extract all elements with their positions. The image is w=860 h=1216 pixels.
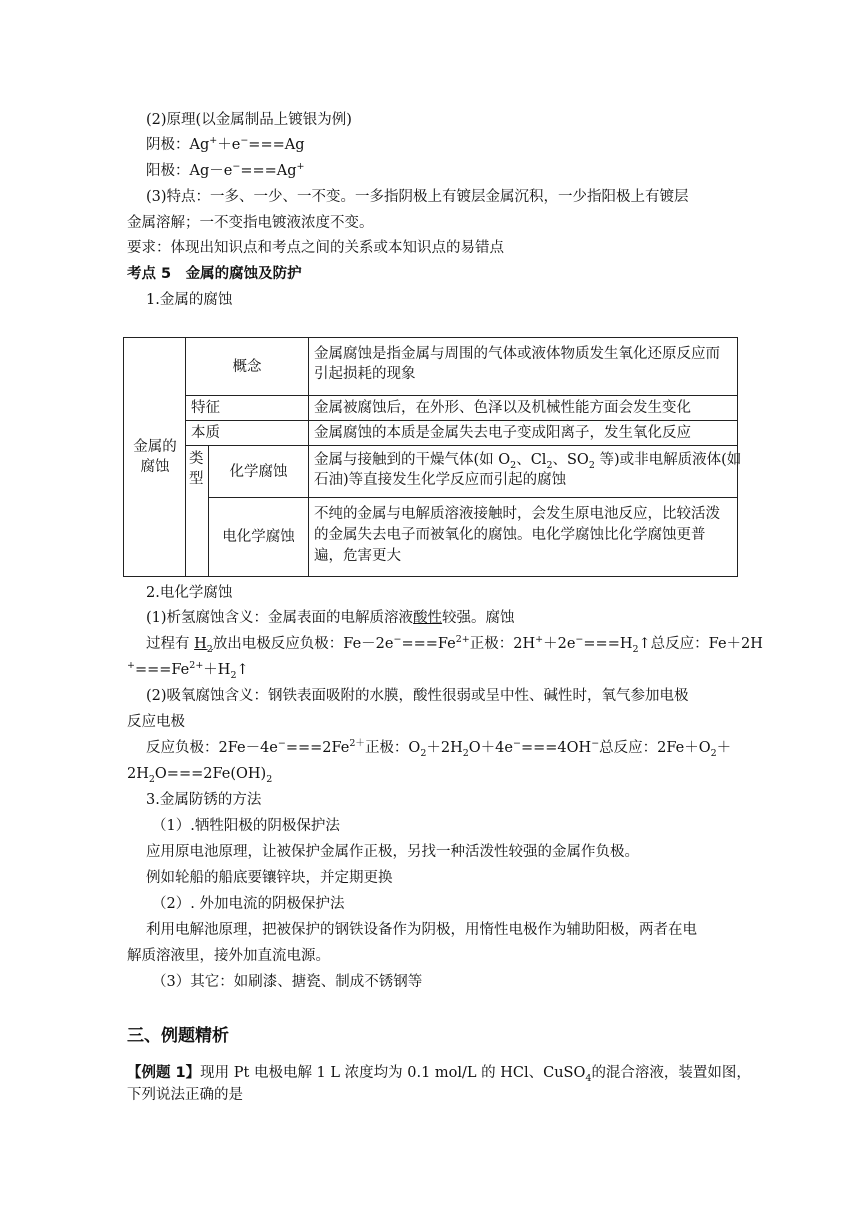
electrochem-subheading: 2.电化学腐蚀 <box>146 585 233 601</box>
row-label-concept: 概念 <box>232 358 262 375</box>
corrosion-subheading: 1.金属的腐蚀 <box>146 292 233 308</box>
row-content-feature: 金属被腐蚀后，在外形、色泽以及机械性能方面会发生变化 <box>314 400 691 416</box>
impressed-current-text-2: 解质溶液里，接外加直流电源。 <box>127 948 330 964</box>
chem-corrosion-content: 金属与接触到的干燥气体(如 $O_2$、$Cl_2$、$SO_2$ 等)或非电解质液体(如 石油)等直接发生化学反应而引起的腐蚀 <box>314 452 742 488</box>
hydrogen-evolution-line-1: (1)析氢腐蚀含义：金属表面的电解质溶液酸性较强。腐蚀 <box>146 610 515 626</box>
examples-section-heading: 三、例题精析 <box>127 1026 229 1046</box>
oxygen-absorption-line-3: 反应负极：$2Fe-4e^-===2Fe^{2+}$正极：$O_2+2H_2O+4e^-===4OH^-$总反应：$2Fe+O_2+$ <box>146 738 732 759</box>
row-content-essence: 金属腐蚀的本质是金属失去电子变成阳离子，发生氧化反应 <box>314 425 691 441</box>
electro-corrosion-label: 电化学腐蚀 <box>222 529 295 545</box>
row-content-concept: 金属腐蚀是指金属与周围的气体或液体物质发生氧化还原反应而引起损耗的现象 <box>314 346 720 382</box>
hydrogen-evolution-line-3: $^+===Fe^{2+}+H_2↑$ <box>127 660 249 681</box>
oxygen-absorption-line-4: $2H_2O===2Fe(OH)_2$ <box>127 766 273 785</box>
requirement-line: 要求：体现出知识点和考点之间的关系或本知识点的易错点 <box>127 240 504 256</box>
example-1-line-2: 下列说法正确的是 <box>127 1087 243 1103</box>
table-root-label: 金属的腐蚀 <box>133 439 177 475</box>
row-label-essence: 本质 <box>191 425 220 441</box>
features-line-1: (3)特点：一多、一少、一不变。一多指阴极上有镀层金属沉积，一少指阳极上有镀层 <box>146 189 689 205</box>
sacrificial-anode-text: 应用原电池原理，让被保护金属作正极，另找一种活泼性较强的金属作负极。 <box>146 844 639 860</box>
impressed-current-heading: （2）. 外加电流的阴极保护法 <box>152 896 345 912</box>
impressed-current-text-1: 利用电解池原理，把被保护的钢铁设备作为阴极，用惰性电极作为辅助阳极，两者在电 <box>146 922 697 938</box>
sacrificial-anode-example: 例如轮船的船底要镶锌块，并定期更换 <box>146 870 393 886</box>
type-label: 类型 <box>189 451 204 487</box>
chem-corrosion-label: 化学腐蚀 <box>229 463 288 480</box>
oxygen-absorption-line-1: (2)吸氧腐蚀含义：钢铁表面吸附的水膜，酸性很弱或呈中性、碱性时，氧气参加电极 <box>146 688 689 704</box>
oxygen-absorption-line-2: 反应电极 <box>127 714 185 730</box>
hydrogen-evolution-line-2: 过程有 $H_2$放出电极反应负极：$Fe-2e^-===Fe^{2+}$正极：$2H^++2e^-===H_2↑$总反应：Fe＋2H <box>146 634 763 655</box>
row-label-feature: 特征 <box>191 400 220 416</box>
example-1-line-1: 【例题 1】现用 Pt 电极电解 1 L 浓度均为 0.1 mol/L 的 HCl、CuSO$_4$的混合溶液，装置如图， <box>127 1065 751 1084</box>
rust-prevention-subheading: 3.金属防锈的方法 <box>146 792 262 808</box>
principle-line: (2)原理(以金属制品上镀银为例) <box>146 112 352 128</box>
cathode-equation: 阴极：Ag+＋e−===Ag <box>146 135 305 153</box>
electro-corrosion-content: 不纯的金属与电解质溶液接触时，会发生原电池反应，比较活泼的金属失去电子而被氧化的腐蚀。电化学腐蚀比化学腐蚀更普遍，危害更大 <box>314 506 720 564</box>
features-line-2: 金属溶解；一不变指电镀液浓度不变。 <box>127 215 374 231</box>
section-heading-kaodian5: 考点 5 金属的腐蚀及防护 <box>127 266 302 282</box>
anode-equation: 阳极：Ag－e−===Ag+ <box>146 161 305 179</box>
corrosion-table <box>123 337 742 577</box>
sacrificial-anode-heading: （1）.牺牲阳极的阴极保护法 <box>152 818 340 834</box>
other-methods-line: （3）其它：如刷漆、搪瓷、制成不锈钢等 <box>152 974 423 990</box>
